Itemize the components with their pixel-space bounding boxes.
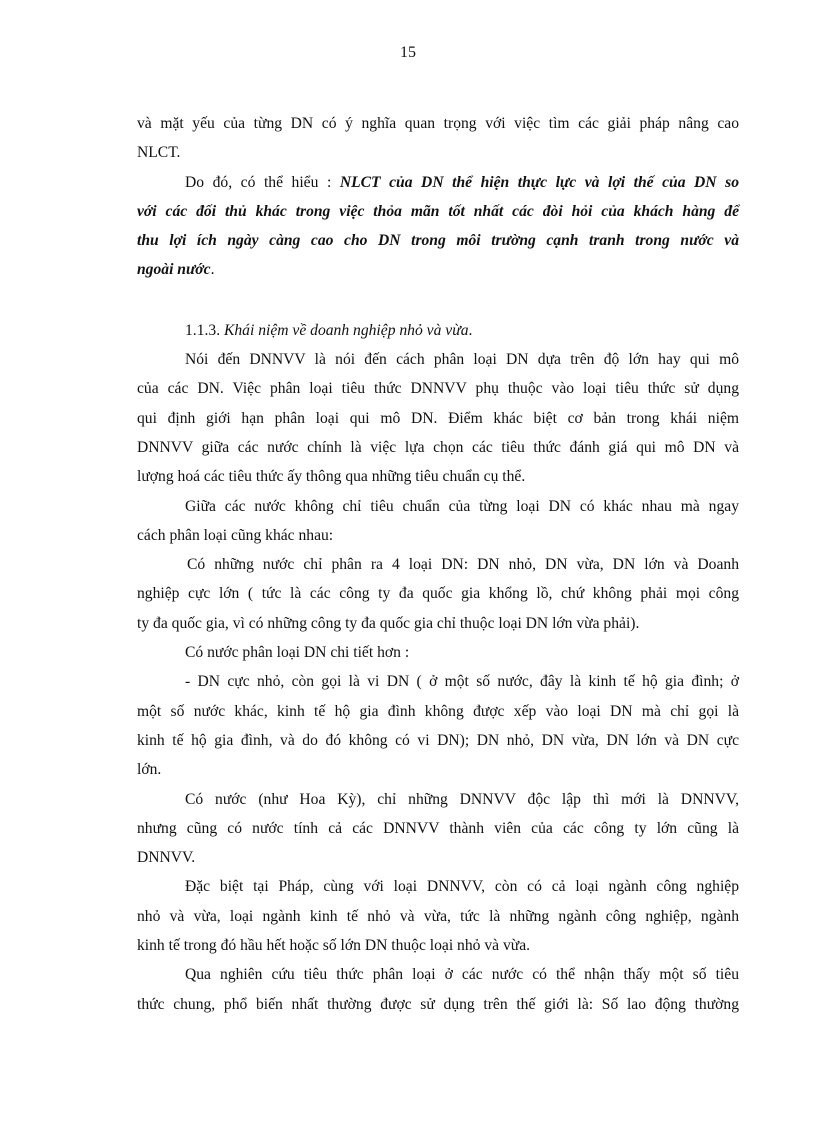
line-suffix: . <box>210 261 215 279</box>
line-text: lớn. <box>137 761 162 779</box>
text-line <box>137 579 739 608</box>
text-line <box>137 138 739 167</box>
definition-text: thu lợi ích ngày càng cao cho DN trong môi trường cạnh tranh trong nước và <box>137 232 739 250</box>
text-line <box>137 345 739 374</box>
text-line <box>137 960 739 989</box>
line-text: thức chung, phổ biến nhất thường được sử dụng trên thế giới là: Số lao động thường <box>137 995 739 1013</box>
line-text: nghiệp cực lớn ( tức là các công ty đa quốc gia khổng lồ, chứ không phải mọi công <box>137 585 739 603</box>
text-line <box>137 404 739 433</box>
text-line <box>137 197 739 226</box>
line-text: Qua nghiên cứu tiêu thức phân loại ở các nước có thể nhận thấy một số tiêu <box>185 966 739 984</box>
page-number: 15 <box>400 44 416 61</box>
text-line <box>137 462 739 491</box>
line-text: NLCT. <box>137 144 181 162</box>
text-line <box>137 374 739 403</box>
line-text: Có nước phân loại DN chi tiết hơn : <box>185 644 410 662</box>
text-line <box>137 931 739 960</box>
line-text: nhỏ và vừa, loại ngành kinh tế nhỏ và vừa, tức là những ngành công nghiệp, ngành <box>137 907 739 925</box>
definition-text: với các đối thủ khác trong việc thỏa mãn tốt nhất các đòi hỏi của khách hàng để <box>137 202 739 220</box>
text-line <box>137 492 739 521</box>
line-text: của các DN. Việc phân loại tiêu thức DNNVV phụ thuộc vào loại tiêu thức sử dụng <box>137 380 739 398</box>
definition-text: ngoài nước <box>137 261 211 279</box>
line-text: kinh tế hộ gia đình, và do đó không có vi DN); DN nhỏ, DN vừa, DN lớn và DN cực <box>137 731 739 749</box>
text-line <box>137 168 739 197</box>
text-line <box>137 609 739 638</box>
text-line <box>137 990 739 1019</box>
text-line <box>137 726 739 755</box>
text-line <box>137 755 739 784</box>
paragraph-gap <box>137 285 739 316</box>
definition-text: NLCT của DN thể hiện thực lực và lợi thế của DN so <box>339 173 739 191</box>
line-text: qui định giới hạn phân loại qui mô DN. Điểm khác biệt cơ bản trong khái niệm <box>137 409 739 427</box>
text-line <box>137 255 739 284</box>
text-line <box>137 785 739 814</box>
line-text: DNNVV giữa các nước chính là việc lựa chọn các tiêu thức đánh giá qui mô DN và <box>137 438 739 456</box>
line-text: nhưng cũng có nước tính cả các DNNVV thành viên của các công ty lớn cũng là <box>137 819 739 837</box>
line-prefix: Do đó, có thể hiểu : <box>185 173 340 191</box>
text-line <box>137 667 739 696</box>
line-text: Nói đến DNNVV là nói đến cách phân loại DN dựa trên độ lớn hay qui mô <box>185 351 739 369</box>
text-line <box>137 521 739 550</box>
line-text: kinh tế trong đó hầu hết hoặc số lớn DN thuộc loại nhỏ và vừa. <box>137 937 531 955</box>
section-number: 1.1.3. <box>185 321 224 339</box>
text-line <box>137 902 739 931</box>
text-line <box>137 226 739 255</box>
line-text: Có những nước chỉ phân ra 4 loại DN: DN nhỏ, DN vừa, DN lớn và Doanh <box>187 556 739 574</box>
text-line <box>137 638 739 667</box>
line-text: cách phân loại cũng khác nhau: <box>137 526 334 544</box>
line-text: - DN cực nhỏ, còn gọi là vi DN ( ở một số nước, đây là kinh tế hộ gia đình; ở <box>185 673 739 691</box>
line-suffix: . <box>468 321 473 339</box>
line-text: DNNVV. <box>137 849 196 867</box>
line-text: và mặt yếu của từng DN có ý nghĩa quan trọng với việc tìm các giải pháp nâng cao <box>137 115 739 132</box>
text-line <box>137 697 739 726</box>
section-heading <box>137 316 739 345</box>
text-line <box>137 433 739 462</box>
body-text <box>137 109 739 1019</box>
line-text: Có nước (như Hoa Kỳ), chỉ những DNNVV độc lập thì mới là DNNVV, <box>185 790 739 808</box>
line-text: một số nước khác, kinh tế hộ gia đình không được xếp vào loại DN mà chỉ gọi là <box>137 702 739 720</box>
text-line <box>137 814 739 843</box>
line-text: Đặc biệt tại Pháp, cùng với loại DNNVV, còn có cả loại ngành công nghiệp <box>185 878 739 896</box>
text-line <box>137 550 739 579</box>
section-title: Khái niệm về doanh nghiệp nhỏ và vừa <box>223 321 469 339</box>
text-line <box>137 109 739 138</box>
text-line <box>137 872 739 901</box>
line-text: Giữa các nước không chỉ tiêu chuẩn của từng loại DN có khác nhau mà ngay <box>185 497 739 515</box>
line-text: ty đa quốc gia, vì có những công ty đa quốc gia chỉ thuộc loại DN lớn vừa phải). <box>137 614 640 632</box>
line-text: lượng hoá các tiêu thức ấy thông qua những tiêu chuẩn cụ thể. <box>137 468 526 486</box>
text-line <box>137 843 739 872</box>
